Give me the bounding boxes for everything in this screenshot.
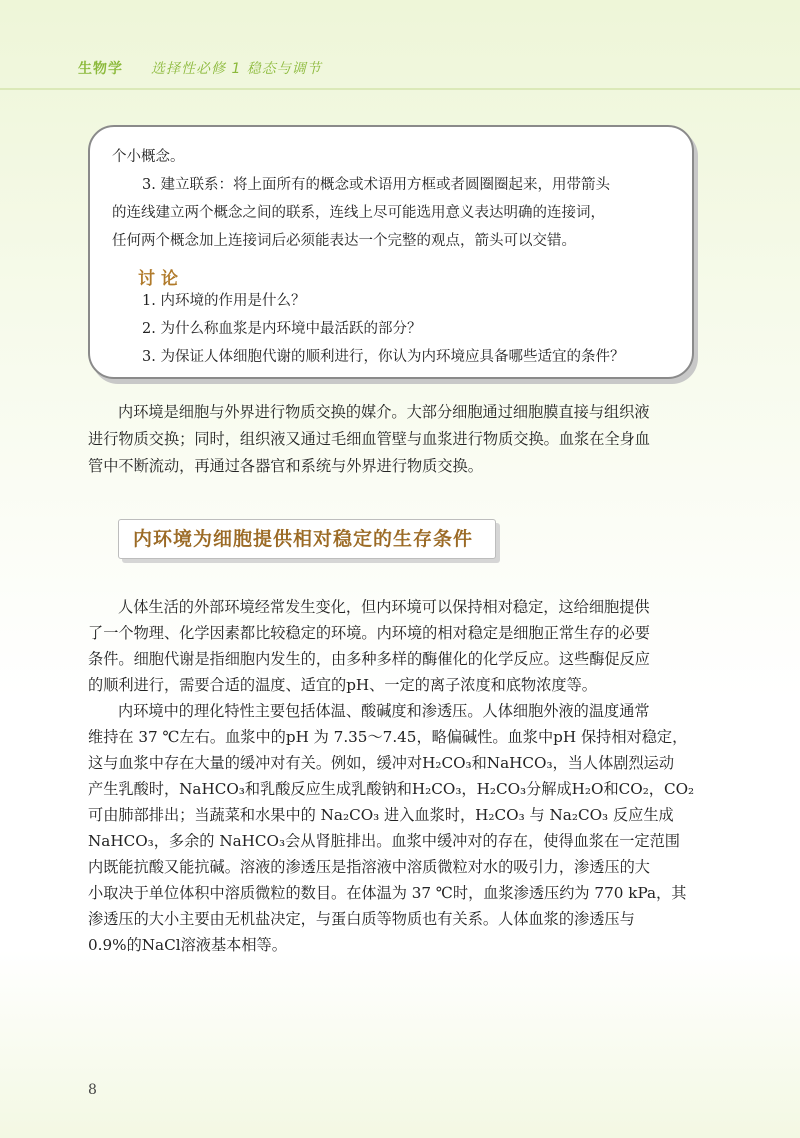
- box-line: 的连线建立两个概念之间的联系，连线上尽可能选用意义表达明确的连接词，: [112, 205, 605, 221]
- book-title: 选择性必修 1 稳态与调节: [151, 61, 322, 77]
- para2-line: 小取决于单位体积中溶质微粒的数目。在体温为 37 ℃时，血浆渗透压约为 770 kPa，其: [88, 884, 687, 902]
- para2-line: 内既能抗酸又能抗碱。溶液的渗透压是指溶液中溶质微粒对水的吸引力，渗透压的大: [88, 858, 650, 876]
- para2-line: 可由肺部排出；当蔬菜和水果中的 Na₂CO₃ 进入血浆时，H₂CO₃ 与 Na₂CO₃ 反应生成: [88, 806, 674, 824]
- para2-line: NaHCO₃，多余的 NaHCO₃会从肾脏排出。血浆中缓冲对的存在，使得血浆在一定范围: [88, 832, 680, 850]
- para2-line: 维持在 37 ℃左右。血浆中的pH 为 7.35～7.45，略偏碱性。血浆中pH 保持相对稳定，: [88, 728, 688, 746]
- discussion-question: 2. 为什么称血浆是内环境中最活跃的部分？: [142, 321, 422, 337]
- discussion-question: 3. 为保证人体细胞代谢的顺利进行，你认为内环境应具备哪些适宜的条件？: [142, 349, 625, 365]
- running-header: [78, 58, 322, 78]
- header-divider: [0, 88, 800, 90]
- box-line: 个小概念。: [112, 149, 185, 165]
- para2-line: 这与血浆中存在大量的缓冲对有关。例如，缓冲对H₂CO₃和NaHCO₃，当人体剧烈运动: [88, 754, 675, 772]
- box-line: 任何两个概念加上连接词后必须能表达一个完整的观点，箭头可以交错。: [112, 233, 576, 249]
- para2-line: 0.9%的NaCl溶液基本相等。: [88, 936, 287, 954]
- para1-line: 的顺利进行，需要合适的温度、适宜的pH、一定的离子浓度和底物浓度等。: [88, 676, 597, 694]
- activity-box: [88, 125, 694, 379]
- para1-line: 条件。细胞代谢是指细胞内发生的，由多种多样的酶催化的化学反应。这些酶促反应: [88, 650, 650, 668]
- page-number: 8: [88, 1082, 97, 1098]
- intro-line: 管中不断流动，再通过各器官和系统与外界进行物质交换。: [88, 457, 483, 475]
- subject-label: 生物学: [78, 61, 123, 77]
- para2-line: 产生乳酸时，NaHCO₃和乳酸反应生成乳酸钠和H₂CO₃，H₂CO₃分解成H₂O和CO₂，CO₂: [88, 780, 695, 798]
- discussion-heading: 讨论: [138, 269, 184, 289]
- section-title: 内环境为细胞提供相对稳定的生存条件: [118, 519, 496, 559]
- intro-line: 内环境是细胞与外界进行物质交换的媒介。大部分细胞通过细胞膜直接与组织液: [118, 403, 650, 421]
- para2-line: 内环境中的理化特性主要包括体温、酸碱度和渗透压。人体细胞外液的温度通常: [118, 702, 650, 720]
- para1-line: 人体生活的外部环境经常发生变化，但内环境可以保持相对稳定，这给细胞提供: [118, 598, 650, 616]
- para2-line: 渗透压的大小主要由无机盐决定，与蛋白质等物质也有关系。人体血浆的渗透压与: [88, 910, 635, 928]
- intro-line: 进行物质交换；同时，组织液又通过毛细血管壁与血浆进行物质交换。血浆在全身血: [88, 430, 650, 448]
- para1-line: 了一个物理、化学因素都比较稳定的环境。内环境的相对稳定是细胞正常生存的必要: [88, 624, 650, 642]
- box-line: 3. 建立联系：将上面所有的概念或术语用方框或者圆圈圈起来，用带箭头: [142, 177, 610, 193]
- discussion-question: 1. 内环境的作用是什么？: [142, 293, 306, 309]
